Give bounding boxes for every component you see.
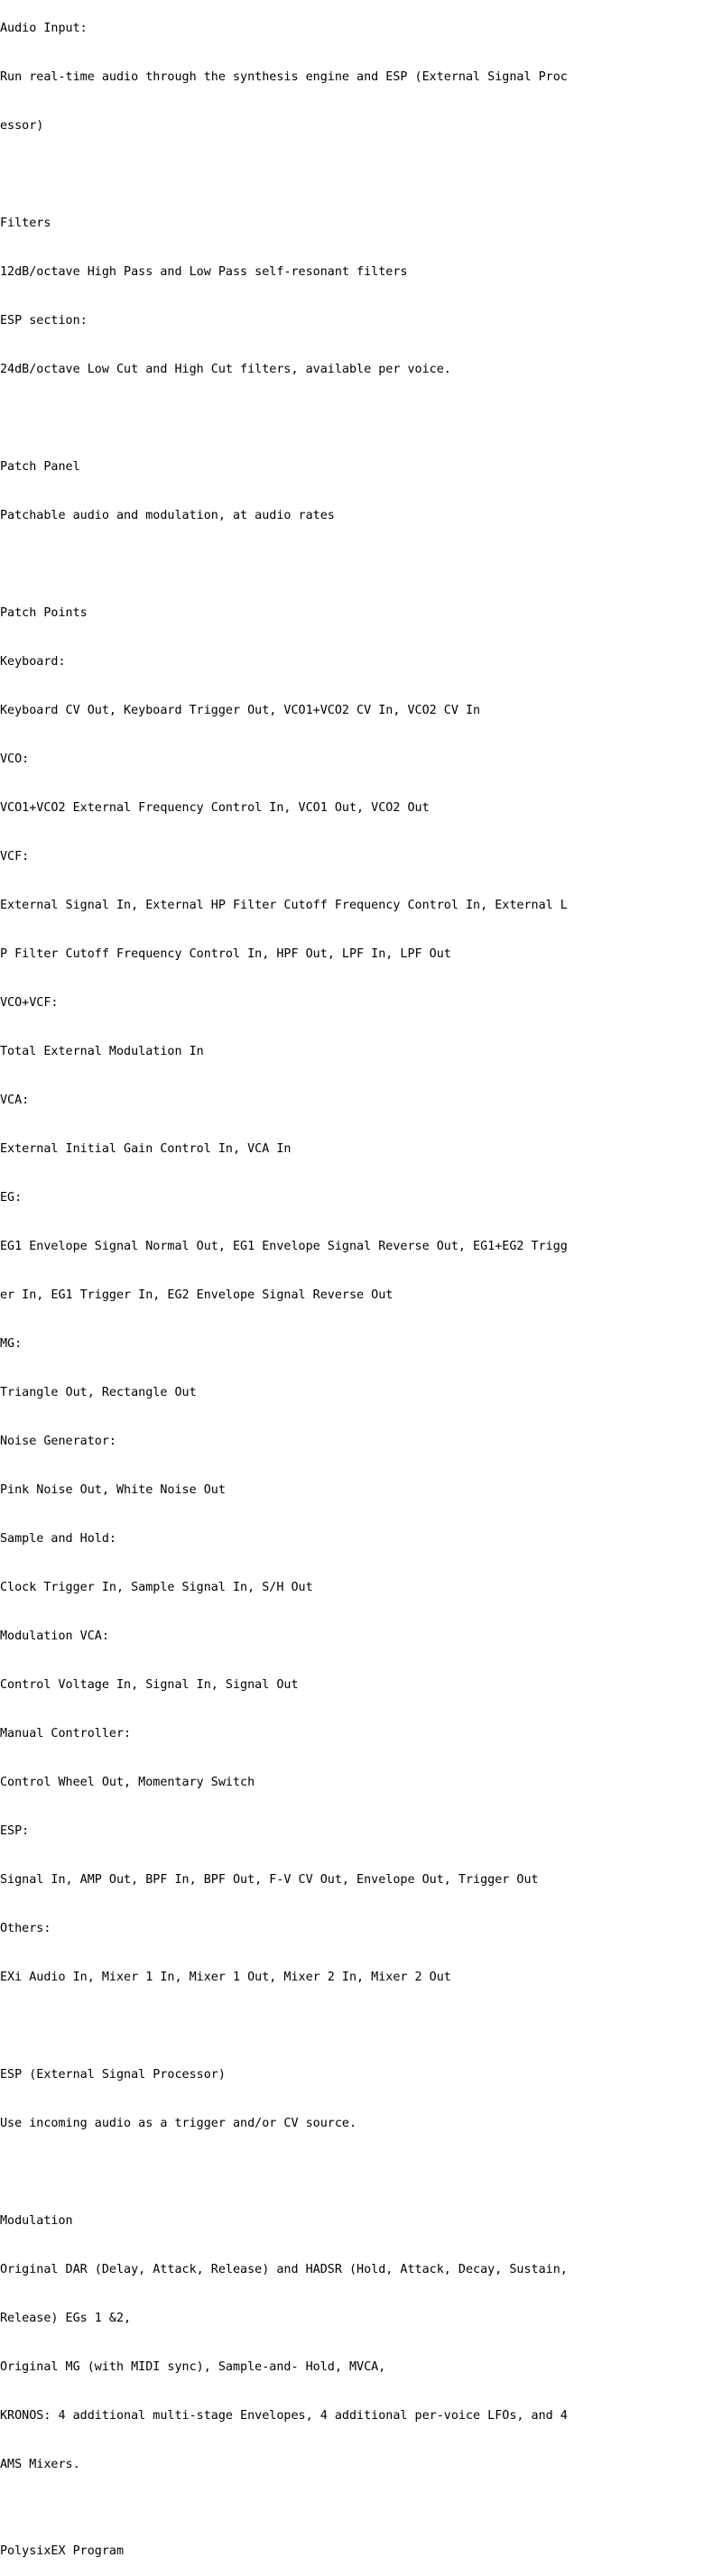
subheading-eg: EG: [0,1191,23,1205]
text-line: Run real-time audio through the synthesis engine and ESP (External Signal Proc [0,70,568,84]
text-line: VCO1+VCO2 External Frequency Control In, VCO1 Out, VCO2 Out [0,801,430,815]
subheading-esp: ESP: [0,1824,30,1838]
subheading-mg: MG: [0,1337,23,1351]
text-line: Keyboard CV Out, Keyboard Trigger Out, VCO1+VCO2 CV In, VCO2 CV In [0,704,481,717]
heading-polysixex-program: PolysixEX Program [0,2544,125,2558]
heading-filters: Filters [0,217,51,230]
subheading-sample-and-hold: Sample and Hold: [0,1532,116,1546]
blank-line [0,167,713,183]
text-line: Original DAR (Delay, Attack, Release) and HADSR (Hold, Attack, Decay, Sustain, [0,2263,568,2276]
subheading-vca: VCA: [0,1094,30,1107]
text-line: Triangle Out, Rectangle Out [0,1386,197,1399]
text-line: P Filter Cutoff Frequency Control In, HPF Out, LPF In, LPF Out [0,947,451,961]
text-line: Pink Noise Out, White Noise Out [0,1483,226,1497]
subheading-keyboard: Keyboard: [0,655,66,669]
text-line: 12dB/octave High Pass and Low Pass self-resonant filters [0,265,408,279]
heading-modulation: Modulation [0,2214,73,2228]
blank-line [0,2018,713,2035]
subheading-vco-vcf: VCO+VCF: [0,996,59,1010]
subheading-vcf: VCF: [0,850,30,863]
subheading-manual-controller: Manual Controller: [0,1727,132,1740]
text-line: EG1 Envelope Signal Normal Out, EG1 Envelope Signal Reverse Out, EG1+EG2 Trigg [0,1240,568,1253]
text-line: KRONOS: 4 additional multi-stage Envelopes, 4 additional per-voice LFOs, and 4 [0,2409,568,2423]
text-line: External Initial Gain Control In, VCA In [0,1142,292,1156]
text-line: Patchable audio and modulation, at audio rates [0,509,335,522]
blank-line [0,557,713,573]
text-line: EXi Audio In, Mixer 1 In, Mixer 1 Out, Mixer 2 In, Mixer 2 Out [0,1971,451,1984]
text-line: AMS Mixers. [0,2458,80,2471]
text-line: Release) EGs 1 &2, [0,2312,132,2325]
text-line: essor) [0,119,44,133]
heading-patch-panel: Patch Panel [0,460,80,474]
blank-line [0,411,713,427]
text-line: Use incoming audio as a trigger and/or CV source. [0,2117,357,2130]
heading-esp-external-signal-processor: ESP (External Signal Processor) [0,2068,226,2082]
text-line: Control Voltage In, Signal In, Signal Out [0,1678,299,1692]
blank-line [0,2506,713,2511]
subheading-noise-generator: Noise Generator: [0,1435,116,1448]
text-line: er In, EG1 Trigger In, EG2 Envelope Signal Reverse Out [0,1288,394,1302]
text-line: 24dB/octave Low Cut and High Cut filters, available per voice. [0,363,451,376]
text-line: Control Wheel Out, Momentary Switch [0,1776,255,1789]
heading-audio-input: Audio Input: [0,22,88,35]
subheading-vco: VCO: [0,752,30,766]
text-line: Original MG (with MIDI sync), Sample-and- Hold, MVCA, [0,2360,386,2374]
subheading-esp-section: ESP section: [0,314,88,328]
text-line: Clock Trigger In, Sample Signal In, S/H Out [0,1581,313,1594]
blank-line [0,2165,713,2181]
subheading-modulation-vca: Modulation VCA: [0,1630,109,1643]
heading-patch-points: Patch Points [0,606,88,620]
subheading-others: Others: [0,1922,51,1935]
text-line: Signal In, AMP Out, BPF In, BPF Out, F-V CV Out, Envelope Out, Trigger Out [0,1873,539,1887]
text-line: Total External Modulation In [0,1045,204,1058]
text-line: External Signal In, External HP Filter Cutoff Frequency Control In, External L [0,899,568,912]
